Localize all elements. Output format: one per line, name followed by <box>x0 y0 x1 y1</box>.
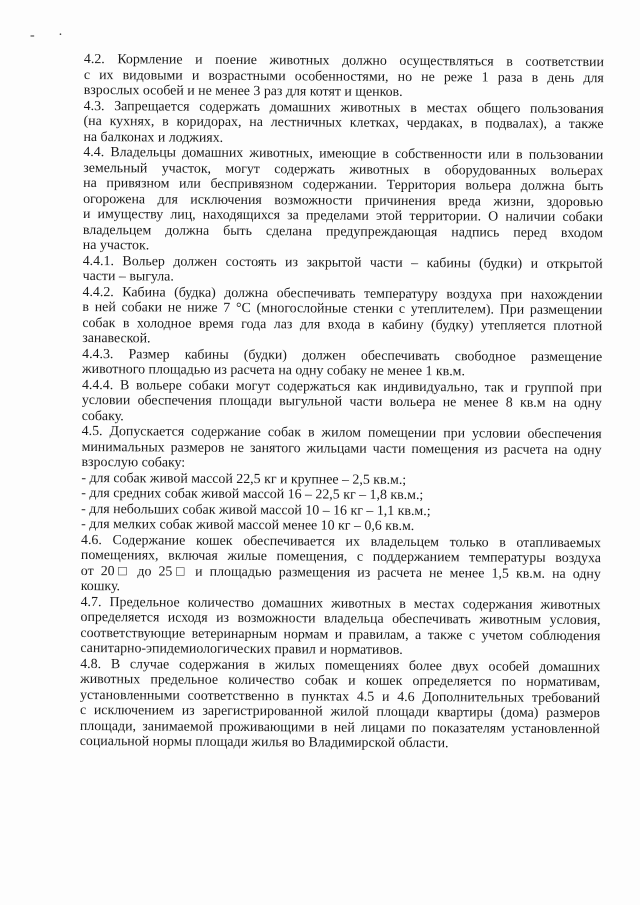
text-line: 4.5. Допускается содержание собак в жилом помещении при условии обеспечения <box>81 423 602 443</box>
text-line: - для собак живой массой 22,5 кг и крупнее – 2,5 кв.м.; <box>81 470 407 488</box>
text-line: на балконах и лоджиях. <box>83 129 224 146</box>
text-line: животного площадью из расчета на одну собаку не менее 1 кв.м. <box>82 361 466 380</box>
text-line: с исключением из зарегистрированной жилой площади квартиры (дома) размеров <box>79 702 601 722</box>
document-body <box>80 52 604 753</box>
text-line: 4.4.4. В вольере собаки могут содержаться как индивидуально, так и группой при <box>81 377 603 396</box>
text-line: социальной нормы площади жилья во Владимирской области. <box>79 733 449 752</box>
text-line: собак в холодное время года лаз для входа в кабину (будку) утепляется плотной <box>82 315 603 334</box>
text-line: в ней собаки не ниже 7 °С (многослойные стенки с утеплителем). При размещении <box>82 299 603 319</box>
text-line: на привязном или беспривязном содержании. Территория вольера должна быть <box>83 175 604 195</box>
text-line: помещениях, включая жилые помещения, с поддержанием температуры воздуха <box>80 547 601 567</box>
text-line: установленными соответственно в пунктах 4.5 и 4.6 Дополнительных требований <box>80 687 601 706</box>
text-line: 4.4.3. Размер кабины (будки) должен обеспечивать свободное размещение <box>82 346 603 365</box>
text-line: - для небольших собак живой массой 10 – 16 кг – 1,1 кв.м.; <box>81 501 431 519</box>
text-line: минимальных размеров не занятого жильцами части помещения из расчета на одну <box>81 439 602 458</box>
corner-mark: - · <box>30 28 73 43</box>
text-line: собаку. <box>81 408 124 424</box>
text-line: владельцем должна быть сделана предупреждающая надпись перед входом <box>82 222 603 241</box>
text-line: 4.4.1. Вольер должен состоять из закрытой части – кабины (будки) и открытой <box>82 253 603 272</box>
text-line: части – выгула. <box>82 268 174 285</box>
text-line: условии обеспечения площади выгульной части вольера не менее 8 кв.м на одну <box>81 392 602 412</box>
text-line: 4.3. Запрещается содержать домашних животных в местах общего пользования <box>83 98 604 117</box>
text-line: земельный участок, могут содержать животных в оборудованных вольерах <box>83 160 604 179</box>
text-line: от 20□ до 25□ и площадью размещения из расчета не менее 1,5 кв.м. на одну <box>80 563 601 582</box>
text-line: с их видовыми и возрастными особенностями, но не реже 1 раза в день для <box>83 67 604 86</box>
text-line: взрослую собаку: <box>81 454 186 471</box>
text-line: и имуществу лиц, находящихся за пределами этой территории. О наличии собаки <box>82 206 604 226</box>
text-line: площади, занимаемой проживающими в ней лицами по показателям установленной <box>79 718 600 737</box>
text-line: соответствующие ветеринарным нормам и правилам, а также с учетом соблюдения <box>80 625 601 644</box>
text-line: кошку. <box>80 578 121 595</box>
text-line: 4.4. Владельцы домашних животных, имеющие в собственности или в пользовании <box>83 144 604 164</box>
text-line: (на кухнях, в коридорах, на лестничных клетках, чердаках, в подвалах), а также <box>83 113 604 133</box>
text-line: 4.7. Предельное количество домашних животных в местах содержания животных <box>80 594 601 613</box>
text-line: взрослых особей и не менее 3 раз для котят и щенков. <box>83 82 403 100</box>
text-line: 4.8. В случае содержания в жилых помещениях более двух особей домашних <box>80 656 601 675</box>
text-line: 4.4.2. Кабина (будка) должна обеспечивать температуру воздуха при нахождении <box>82 284 603 303</box>
text-line: огорожена для исключения возможности причинения вреда жизни, здоровью <box>83 191 604 210</box>
text-line: определяется исходя из возможности владельца обеспечивать животным условия, <box>80 609 601 629</box>
text-line: занавеской. <box>82 330 151 347</box>
text-line: - для средних собак живой массой 16 – 22,5 кг – 1,8 кв.м.; <box>81 485 424 504</box>
text-line: - для мелких собак живой массой менее 10 кг – 0,6 кв.м. <box>81 516 415 535</box>
text-line: на участок. <box>82 237 150 254</box>
text-line: 4.2. Кормление и поение животных должно осуществляться в соответствии <box>83 52 604 71</box>
text-line: санитарно-эпидемиологических правил и нормативов. <box>80 640 403 658</box>
text-line: 4.6. Содержание кошек обеспечивается их владельцем только в отапливаемых <box>80 532 602 551</box>
text-line: животных предельное количество собак и кошек определяется по нормативам, <box>80 671 601 691</box>
